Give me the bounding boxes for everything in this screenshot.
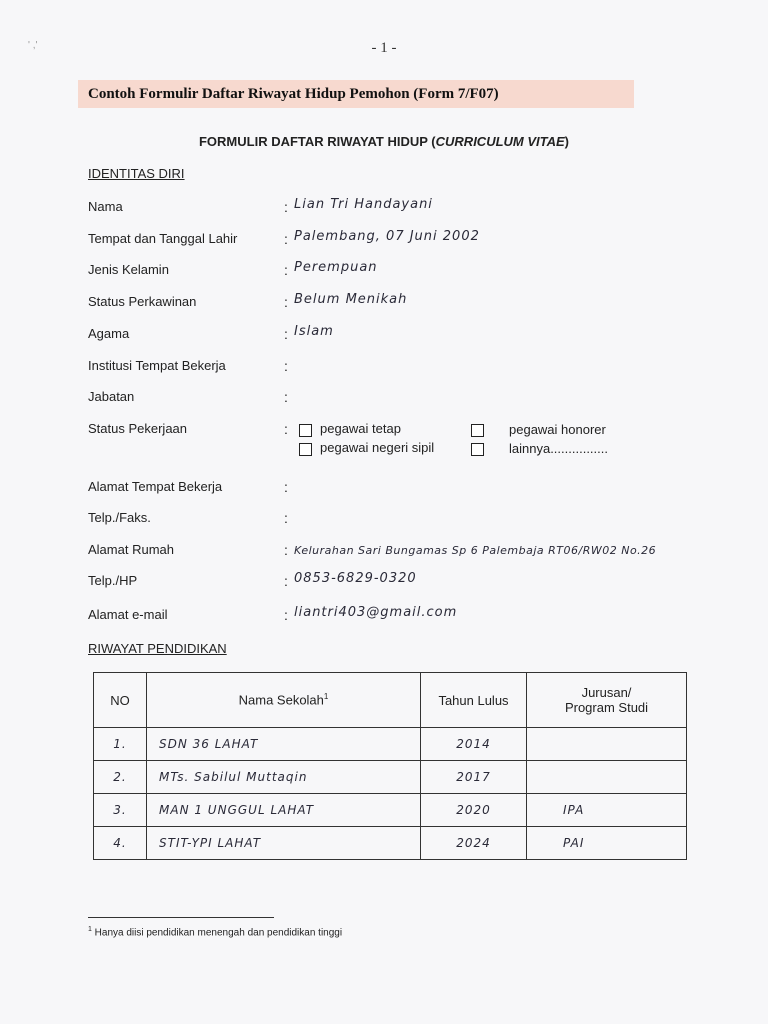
field-colon: : bbox=[284, 510, 288, 526]
field-nama bbox=[0, 199, 768, 221]
field-label: Telp./HP bbox=[88, 573, 138, 588]
program-header-line2: Program Studi bbox=[564, 700, 649, 715]
footnote-divider bbox=[88, 917, 274, 918]
field-agama bbox=[0, 326, 768, 348]
checkbox-pegawai-honorer[interactable] bbox=[471, 424, 484, 437]
field-value: Lian Tri Handayani bbox=[294, 197, 433, 212]
field-colon: : bbox=[284, 607, 288, 623]
field-colon: : bbox=[284, 421, 288, 437]
field-colon: : bbox=[284, 573, 288, 589]
field-label: Status Pekerjaan bbox=[88, 421, 188, 436]
form-title-main: FORMULIR DAFTAR RIWAYAT HIDUP ( bbox=[198, 134, 436, 149]
education-heading: RIWAYAT PENDIDIKAN bbox=[88, 641, 227, 656]
field-colon: : bbox=[284, 262, 288, 278]
cell-school: MTs. Sabilul Muttaqin bbox=[147, 761, 421, 794]
field-jenis-kelamin bbox=[0, 262, 768, 284]
field-alamat-tempat-bekerja bbox=[0, 479, 768, 501]
school-header-text: Nama Sekolah bbox=[238, 692, 324, 708]
col-header-program bbox=[527, 673, 687, 728]
checkbox-pegawai-tetap[interactable] bbox=[299, 424, 312, 437]
field-telp-hp bbox=[0, 573, 768, 595]
field-value: Perempuan bbox=[294, 260, 378, 275]
field-value: Belum Menikah bbox=[294, 292, 408, 307]
field-label: Nama bbox=[88, 199, 123, 214]
option-label: pegawai negeri sipil bbox=[320, 440, 435, 455]
cell-year: 2017 bbox=[421, 761, 527, 794]
table-header-row bbox=[94, 673, 687, 728]
field-colon: : bbox=[284, 542, 288, 558]
checkbox-lainnya[interactable] bbox=[471, 443, 484, 456]
field-value: 0853-6829-0320 bbox=[294, 571, 417, 586]
field-telp-faks bbox=[0, 510, 768, 532]
field-label: Status Perkawinan bbox=[88, 294, 197, 309]
field-label: Institusi Tempat Bekerja bbox=[88, 358, 226, 373]
field-label: Jabatan bbox=[88, 389, 135, 404]
option-label: lainnya................ bbox=[509, 441, 608, 456]
field-colon: : bbox=[284, 294, 288, 310]
page-number: - 1 - bbox=[371, 40, 397, 56]
cell-no: 2. bbox=[94, 761, 147, 794]
cell-program: IPA bbox=[527, 794, 687, 827]
footnote-text: Hanya diisi pendidikan menengah dan pendidikan tinggi bbox=[91, 927, 343, 939]
cell-school: SDN 36 LAHAT bbox=[147, 728, 421, 761]
field-colon: : bbox=[284, 326, 288, 342]
footnote bbox=[88, 926, 342, 938]
scan-marks: ' ,' bbox=[28, 40, 38, 51]
form-title bbox=[0, 134, 768, 149]
field-institusi bbox=[0, 358, 768, 380]
field-colon: : bbox=[284, 231, 288, 247]
cell-no: 3. bbox=[94, 794, 147, 827]
field-colon: : bbox=[284, 358, 288, 374]
table-row bbox=[94, 761, 687, 794]
cell-program: PAI bbox=[527, 827, 687, 860]
field-colon: : bbox=[284, 199, 288, 215]
field-colon: : bbox=[284, 389, 288, 405]
field-label: Alamat Tempat Bekerja bbox=[88, 479, 223, 494]
table-row bbox=[94, 728, 687, 761]
cell-no: 4. bbox=[94, 827, 147, 860]
education-table bbox=[93, 672, 687, 860]
form-title-close: ) bbox=[564, 134, 570, 149]
field-alamat-rumah bbox=[0, 542, 768, 564]
col-header-school bbox=[147, 673, 421, 728]
cell-program bbox=[527, 761, 687, 794]
cell-school: MAN 1 UNGGUL LAHAT bbox=[147, 794, 421, 827]
form-title-italic: CURRICULUM VITAE bbox=[435, 134, 565, 149]
field-value: liantri403@gmail.com bbox=[294, 605, 458, 620]
field-label: Telp./Faks. bbox=[88, 510, 151, 525]
table-row bbox=[94, 794, 687, 827]
footnote-mark: 1 bbox=[88, 926, 92, 933]
cell-year: 2020 bbox=[421, 794, 527, 827]
field-colon: : bbox=[284, 479, 288, 495]
field-value: Kelurahan Sari Bungamas Sp 6 Palembaja RT06/RW02 No.26 bbox=[294, 544, 657, 557]
field-status-perkawinan bbox=[0, 294, 768, 316]
col-header-no: NO bbox=[94, 673, 147, 728]
field-label: Alamat Rumah bbox=[88, 542, 174, 557]
field-email bbox=[0, 607, 768, 629]
form-banner bbox=[78, 80, 634, 108]
cell-school: STIT-YPI LAHAT bbox=[147, 827, 421, 860]
field-label: Agama bbox=[88, 326, 130, 341]
field-value: Palembang, 07 Juni 2002 bbox=[294, 229, 480, 244]
option-label: pegawai honorer bbox=[509, 422, 606, 437]
checkbox-pegawai-negeri-sipil[interactable] bbox=[299, 443, 312, 456]
cell-no: 1. bbox=[94, 728, 147, 761]
cell-year: 2024 bbox=[421, 827, 527, 860]
table-row bbox=[94, 827, 687, 860]
field-ttl bbox=[0, 231, 768, 253]
cell-program bbox=[527, 728, 687, 761]
field-label: Tempat dan Tanggal Lahir bbox=[88, 231, 238, 246]
option-label: pegawai tetap bbox=[320, 421, 401, 436]
field-label: Jenis Kelamin bbox=[88, 262, 169, 277]
field-value: Islam bbox=[294, 324, 334, 339]
program-header-line1: Jurusan/ bbox=[581, 685, 632, 700]
footnote-ref: 1 bbox=[323, 692, 329, 702]
banner-text: Contoh Formulir Daftar Riwayat Hidup Pemohon (Form 7/F07) bbox=[88, 86, 499, 102]
identity-heading: IDENTITAS DIRI bbox=[88, 166, 185, 181]
field-jabatan bbox=[0, 389, 768, 411]
cell-year: 2014 bbox=[421, 728, 527, 761]
col-header-year: Tahun Lulus bbox=[421, 673, 527, 728]
field-label: Alamat e-mail bbox=[88, 607, 168, 622]
